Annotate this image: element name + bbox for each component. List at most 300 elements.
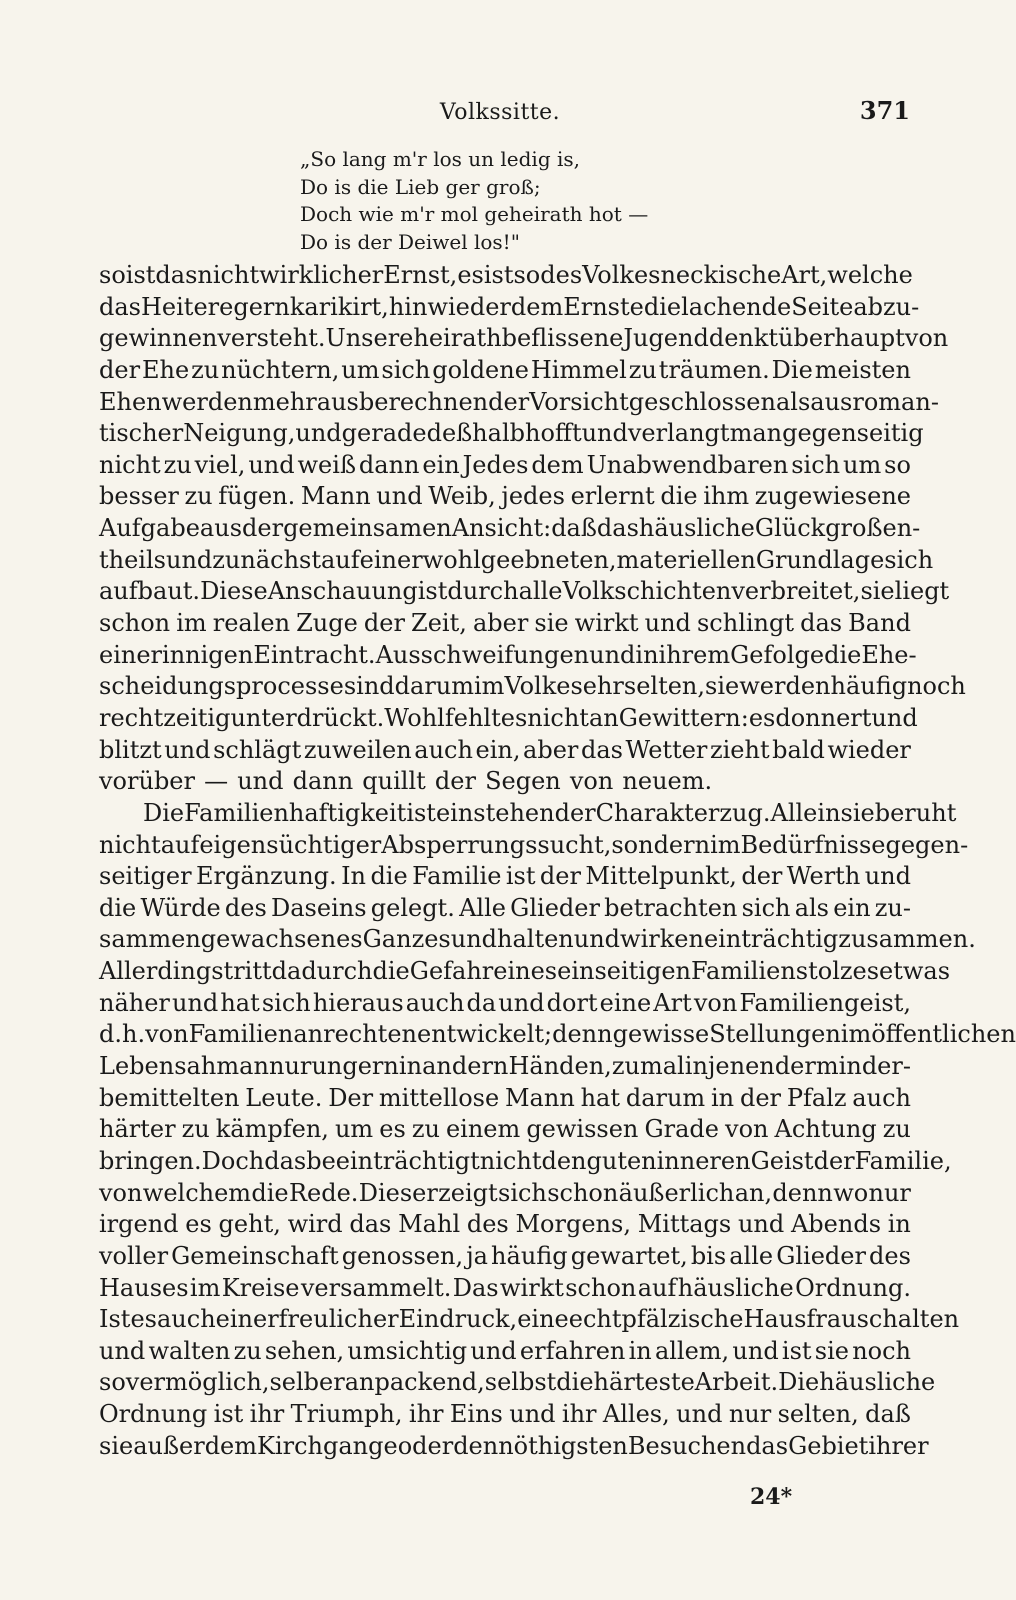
text-line (99, 766, 911, 798)
word: daß (865, 1400, 911, 1429)
word: die (372, 957, 410, 986)
word: aus (199, 514, 243, 543)
word: und (864, 862, 911, 891)
word: an, (734, 1178, 773, 1207)
text-line (99, 608, 911, 640)
verse-line: Do is die Lieb ger groß; (300, 174, 541, 199)
word: mittellose (378, 1083, 500, 1112)
word: auf (637, 1273, 677, 1302)
word: schlägt (213, 735, 302, 764)
word: eine (517, 1305, 569, 1334)
word: um (334, 1115, 374, 1144)
word: Kreise (221, 1273, 300, 1302)
word: nicht (99, 830, 161, 859)
word: ist (505, 862, 536, 891)
word: von (569, 767, 614, 796)
verse-line: „So lang m'r los un ledig is, (300, 147, 580, 171)
text-line (99, 418, 924, 450)
word: voller (99, 1241, 169, 1270)
word: jedes (501, 482, 565, 511)
word: einer (359, 545, 423, 574)
word: selbst (484, 1368, 557, 1397)
word: Seite (791, 292, 854, 321)
word: ein (215, 1305, 253, 1334)
word: der (363, 609, 405, 638)
word: zusammen. (838, 925, 976, 954)
word: sie (814, 1336, 849, 1365)
word: besser (99, 482, 179, 511)
word: ein (422, 450, 460, 479)
word: d. (99, 1020, 122, 1049)
word: zu (882, 1115, 911, 1144)
word: gewartet, (570, 1241, 688, 1270)
word: so (513, 261, 541, 289)
word: Gebiet (788, 1431, 869, 1460)
word: so (99, 261, 126, 289)
word: Ordnung (99, 1400, 208, 1429)
word: Absperrungssucht, (381, 830, 612, 859)
word: sich (261, 988, 311, 1017)
page-number: 371 (859, 96, 910, 125)
word: es (379, 1115, 406, 1144)
word: ja (466, 1241, 488, 1270)
word: nur (728, 1400, 772, 1429)
word: ist (406, 798, 436, 827)
word: sehr (570, 672, 624, 701)
word: In (341, 862, 367, 891)
verse-line: Doch wie m'r mol geheirath hot — (300, 202, 649, 226)
word: Abends (790, 1210, 882, 1239)
word: der (434, 767, 476, 796)
word: der (774, 1052, 816, 1081)
word: zuweilen (303, 735, 412, 764)
word: Ernste (563, 292, 644, 321)
word: das (264, 1146, 307, 1175)
word: Kirchgange (257, 1431, 398, 1460)
text-line (99, 988, 911, 1020)
word: die (824, 640, 862, 669)
word: eines (493, 957, 558, 986)
word: im (840, 1020, 872, 1049)
word: Arbeit. (694, 1368, 779, 1397)
word: und (498, 988, 545, 1017)
word: Volkes (582, 261, 661, 289)
text-line (99, 1399, 911, 1431)
word: genossen, (341, 1241, 464, 1270)
text-line (99, 1051, 911, 1083)
word: ist (781, 1336, 812, 1365)
word: die (99, 893, 137, 922)
word: dem (510, 292, 564, 321)
word: sie (705, 672, 740, 701)
word: Mittags (637, 1210, 732, 1239)
word: fügen. (218, 482, 296, 511)
word: jenen (707, 1052, 775, 1081)
word: im (189, 1273, 221, 1302)
word: es (500, 703, 528, 732)
word: wird (287, 1210, 343, 1239)
word: Zeit, (411, 609, 467, 638)
word: gegen- (885, 830, 969, 859)
word: die (556, 1368, 594, 1397)
word: viel, (194, 450, 246, 479)
word: versteht. (217, 324, 326, 353)
word: guten (586, 1146, 657, 1175)
text-line (99, 545, 934, 577)
word: Ordnung. (795, 1273, 911, 1302)
word: eine (599, 988, 652, 1017)
word: dem (204, 1431, 258, 1460)
word: im (710, 830, 741, 859)
text-line (99, 735, 911, 767)
word: gewisse (612, 1020, 710, 1049)
word: fehlt (444, 703, 501, 732)
text-line (99, 703, 918, 735)
word: und (644, 609, 691, 638)
word: und (450, 925, 498, 954)
word: bis (690, 1241, 727, 1270)
word: des (466, 1210, 509, 1239)
word: erfahren (519, 1336, 626, 1365)
word: Familienanrechten (188, 1020, 417, 1049)
word: sah (174, 1052, 217, 1081)
word: die (251, 1178, 289, 1207)
word: träumen. (658, 355, 770, 384)
word: der (539, 862, 581, 891)
word: in (635, 640, 659, 669)
text-line (99, 260, 911, 292)
word: zieht (709, 735, 770, 764)
word: Allerdings (99, 957, 224, 986)
word: allem, (654, 1336, 730, 1365)
text-line (99, 671, 966, 703)
word: alle (729, 1241, 774, 1270)
word: von (693, 988, 738, 1017)
word: und (295, 419, 342, 448)
word: Allein (770, 798, 841, 827)
word: ungern (311, 1052, 399, 1081)
word: denn (772, 1178, 833, 1207)
word: Gewittern: (618, 703, 749, 732)
word: näher (99, 988, 170, 1017)
word: Segen (485, 767, 561, 796)
word: ist (213, 1400, 244, 1429)
word: bald (772, 735, 825, 764)
word: dadurch (271, 957, 373, 986)
word: ein (833, 893, 871, 922)
word: häusliche (638, 514, 755, 543)
word: Eins (449, 1400, 503, 1429)
text-line (99, 576, 950, 608)
word: Leben (99, 1052, 175, 1081)
word: auf (321, 545, 360, 574)
text-line (99, 1019, 1016, 1051)
word: echtpfälzische (568, 1305, 744, 1334)
word: Himmel (530, 355, 627, 384)
word: roman- (852, 387, 939, 416)
word: realen (212, 609, 291, 638)
word: aus (316, 387, 359, 416)
word: irgend (99, 1210, 179, 1239)
word: zu (628, 355, 657, 384)
printer-signature-mark: 24* (750, 1484, 793, 1510)
word: im (176, 609, 207, 638)
word: materiellen (616, 545, 756, 574)
word: Achtung (774, 1115, 877, 1144)
word: auf (160, 830, 200, 859)
word: erlernt (570, 482, 655, 511)
word: härteste (593, 1368, 695, 1397)
text-line (99, 1367, 936, 1399)
word: sich (498, 1178, 547, 1207)
text-line (99, 640, 917, 672)
word: welchem (142, 1178, 252, 1207)
word: beruht (874, 798, 957, 827)
word: es (185, 1210, 212, 1239)
text-line (99, 513, 921, 545)
word: rechtzeitig (99, 703, 231, 732)
word: Familie, (854, 1146, 952, 1175)
word: halten (497, 925, 574, 954)
word: so (884, 450, 911, 479)
word: Alle (459, 893, 506, 922)
word: und (676, 1400, 723, 1429)
word: aufbaut. (99, 577, 201, 606)
word: nicht (197, 261, 260, 289)
word: inneren (656, 1146, 751, 1175)
word: überhaupt (778, 324, 905, 353)
word: Ehen (99, 387, 162, 416)
word: außer (133, 1431, 205, 1460)
word: in (398, 1052, 423, 1081)
word: häusliche (819, 1368, 936, 1397)
word: umsichtig (347, 1336, 468, 1365)
word: noch (907, 672, 966, 701)
word: von (904, 324, 949, 353)
word: durch (447, 577, 519, 606)
word: innigen (162, 640, 254, 669)
word: Würde (140, 893, 221, 922)
word: von (145, 1020, 189, 1049)
word: aus (810, 387, 853, 416)
word: und (871, 703, 918, 732)
word: auch (156, 1305, 216, 1334)
word: ihr (408, 1400, 444, 1429)
word: in (684, 1052, 708, 1081)
word: Volke (504, 672, 571, 701)
word: wo (833, 1178, 869, 1207)
word: Mann (300, 482, 371, 511)
word: sehen, (264, 1336, 345, 1365)
word: nüchtern, (221, 355, 340, 384)
word: bringen. (99, 1146, 202, 1175)
word: Die (778, 1368, 820, 1397)
word: gegenseitig (782, 419, 924, 448)
word: sie (860, 577, 895, 606)
word: Pfalz (786, 1083, 847, 1112)
word: sie (840, 798, 875, 827)
word: wirkt (574, 609, 639, 638)
word: und (589, 640, 636, 669)
word: werden (739, 672, 831, 701)
text-line (99, 1273, 911, 1305)
word: Leute. (245, 1083, 323, 1112)
word: und (248, 450, 295, 479)
word: das (349, 1210, 392, 1239)
word: etwas (879, 957, 951, 986)
verse-block (300, 146, 700, 256)
word: oder (397, 1431, 454, 1460)
word: werden (161, 387, 253, 416)
word: gelegt. (370, 893, 455, 922)
word: lachende (681, 292, 792, 321)
word: Rede. (288, 1178, 359, 1207)
word: Doch (201, 1146, 265, 1175)
word: gemeinsamen (283, 514, 452, 543)
word: einseitigen (557, 957, 691, 986)
word: neuem. (622, 767, 713, 796)
word: schalten (856, 1305, 960, 1334)
word: noch (852, 1336, 911, 1365)
word: sich (884, 545, 934, 574)
word: Hausfrau (743, 1305, 857, 1334)
word: Eindruck, (398, 1305, 518, 1334)
word: sich (741, 893, 791, 922)
word: Familie (412, 862, 502, 891)
word: in (628, 1336, 652, 1365)
word: Gemeinschaft (171, 1241, 339, 1270)
word: Bedürfnisse (740, 830, 886, 859)
text-line (99, 1209, 911, 1241)
word: öffentlichen (871, 1020, 1016, 1049)
word: nöthigsten (498, 1431, 628, 1460)
word: Familiengeist, (739, 988, 911, 1017)
word: Eintracht. (253, 640, 376, 669)
body-text (99, 260, 1016, 1462)
word: Glieder (776, 1241, 866, 1270)
word: Mann (504, 1083, 575, 1112)
word: geschlossen (628, 387, 776, 416)
word: Wohl (384, 703, 445, 732)
word: andern (422, 1052, 509, 1081)
word: h. (122, 1020, 146, 1049)
word: betrachten (604, 893, 738, 922)
word: und (581, 419, 628, 448)
word: des (869, 1241, 911, 1270)
word: Ausschweifungen (375, 640, 590, 669)
word: kämpfen, (215, 1115, 329, 1144)
word: Heitere (141, 292, 234, 321)
word: Glück (754, 514, 826, 543)
word: Ergänzung. (195, 862, 337, 891)
text-line (99, 830, 969, 862)
word: das (580, 735, 623, 764)
word: gern (233, 292, 290, 321)
word: anpackend, (344, 1368, 485, 1397)
word: Ist (99, 1305, 131, 1334)
word: Gefahr (409, 957, 494, 986)
word: großen- (825, 514, 921, 543)
word: es (748, 703, 776, 732)
word: weiß (297, 450, 356, 479)
text-line (99, 292, 920, 324)
text-line (99, 861, 911, 893)
word: tischer (99, 419, 184, 448)
word: Wetter (625, 735, 708, 764)
word: Mittelpunkt, (585, 862, 737, 891)
word: zumal (611, 1052, 685, 1081)
word: erfreulicher (253, 1305, 399, 1334)
word: Der (328, 1083, 374, 1112)
word: bemittelten (99, 1083, 240, 1112)
word: der (741, 862, 783, 891)
text-line (99, 956, 951, 988)
word: in (711, 1083, 735, 1112)
word: seitiger (99, 862, 192, 891)
word: vermöglich, (125, 1368, 270, 1397)
word: hinwieder (388, 292, 511, 321)
word: nicht (99, 450, 161, 479)
word: ihr (249, 1400, 285, 1429)
word: sie (534, 609, 569, 638)
word: der (99, 355, 141, 384)
word: Glieder (510, 893, 600, 922)
word: Neigung, (183, 419, 296, 448)
word: ein (435, 798, 474, 827)
word: Aufgabe (99, 514, 200, 543)
word: das (800, 609, 843, 638)
word: minder- (815, 1052, 911, 1081)
word: ist (125, 261, 156, 289)
word: zunächst (212, 545, 321, 574)
word: Charakterzug. (595, 798, 771, 827)
word: Familienhaftigkeit (184, 798, 407, 827)
word: sich (381, 355, 431, 384)
word: es (130, 1305, 157, 1334)
word: ist (417, 577, 448, 606)
word: ist (483, 261, 514, 289)
word: wirklicher (259, 261, 384, 289)
text-line (99, 1146, 952, 1178)
word: Band (848, 609, 911, 638)
word: den (453, 1431, 499, 1460)
word: meisten (814, 355, 911, 384)
word: und (171, 988, 219, 1017)
word: zu (233, 1336, 262, 1365)
word: Hauses (99, 1273, 189, 1302)
word: und (737, 1210, 785, 1239)
word: denn (552, 1020, 613, 1049)
word: entwickelt; (416, 1020, 553, 1049)
word: Ganzes (362, 925, 451, 954)
word: und (470, 1336, 517, 1365)
word: Händen, (508, 1052, 612, 1081)
word: selten, (777, 1400, 859, 1429)
word: das (596, 514, 639, 543)
word: um (341, 355, 380, 384)
word: deßhalb (426, 419, 525, 448)
text-line (99, 1304, 960, 1336)
word: eigensüchtiger (199, 830, 382, 859)
word: zeigt (438, 1178, 498, 1207)
word: Die (771, 355, 813, 384)
word: Grundlage (755, 545, 885, 574)
word: und (165, 545, 213, 574)
word: Ehe (141, 355, 190, 384)
word: Jedes (462, 450, 529, 479)
running-header-title: Volkssitte. (439, 100, 561, 125)
word: schon (547, 1178, 619, 1207)
